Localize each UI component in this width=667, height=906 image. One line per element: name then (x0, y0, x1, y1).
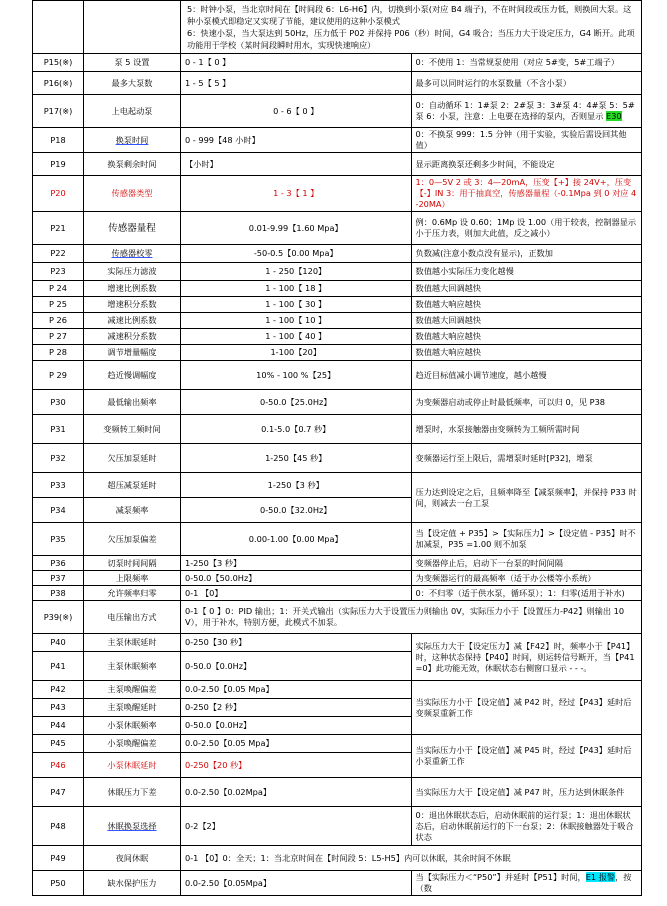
param-range: 0.0-2.50【0.05 Mpa】 (181, 681, 412, 699)
param-desc: 趋近目标值减小调节速度，越小越慢 (411, 361, 642, 390)
param-range: 0-50.0【0.0Hz】 (181, 652, 412, 681)
param-name: 主泵唤醒偏差 (84, 681, 181, 699)
param-code: P43 (33, 699, 84, 717)
param-range: 0.00-1.00【0.00 Mpa】 (181, 523, 412, 556)
param-desc: 数值越大响应越快 (411, 345, 642, 361)
table-row (33, 281, 642, 297)
param-range: 1-250【45 秒】 (181, 444, 412, 473)
table-row (33, 176, 642, 212)
param-desc: 数值越大响应越快 (411, 329, 642, 345)
param-name: 换泵时间 (84, 128, 181, 153)
table-row (33, 313, 642, 329)
param-code: P32 (33, 444, 84, 473)
param-code: P31 (33, 415, 84, 444)
param-name: 增速比例系数 (84, 281, 181, 297)
param-range: 0-2【2】 (181, 807, 412, 846)
param-range: 1-250【3 秒】 (181, 473, 412, 498)
param-code: P 26 (33, 313, 84, 329)
param-name: 上电起动泵 (84, 95, 181, 128)
param-desc: 0：不归零（适于供水泵，循环泵）；1：归零(适用于补水) (411, 586, 642, 601)
param-range: 0-50.0【25.0Hz】 (181, 390, 412, 415)
param-range: 1 - 250【120】 (181, 263, 412, 281)
param-desc: 为变频器运行的最高频率（适于办公楼等小系统） (411, 571, 642, 586)
param-name: 传感器类型 (84, 176, 181, 212)
param-desc: 当实际压力小于【设定值】减 P42 时，经过【P43】延时后变频泵重新工作 (411, 681, 642, 735)
param-code: P45 (33, 735, 84, 753)
param-desc: 变频器停止后，启动下一台泵的时间间隔 (411, 556, 642, 571)
table-row (33, 72, 642, 95)
param-desc: 当实际压力小于【设定值】减 P45 时，经过【P43】延时后小泵重新工作 (411, 735, 642, 778)
param-range: 0-1 【0】0：全天；1：当北京时间在【时间段 5：L5-H5】内可以休眠，其余时间不休眠 (181, 846, 642, 871)
param-desc: 为变频器启动或停止时最低频率，可以归 0，见 P38 (411, 390, 642, 415)
param-desc: 1：0—5V 2 或 3：4—20mA，压变【+】接 24V+，压变【-】IN 3：用于抽真空，传感器量程（-0.1Mpa 到 0 对应 4-20MA） (411, 176, 642, 212)
param-range: -50-0.5【0.00 Mpa】 (181, 245, 412, 263)
table-row (33, 444, 642, 473)
param-desc (411, 871, 642, 896)
param-code: P48 (33, 807, 84, 846)
param-name: 实际压力滤波 (84, 263, 181, 281)
param-name: 最低输出频率 (84, 390, 181, 415)
param-range: 1-100【20】 (181, 345, 412, 361)
param-range: 10% - 100 %【25】 (181, 361, 412, 390)
param-name: 泵 5 设置 (84, 54, 181, 72)
param-code: P40 (33, 634, 84, 652)
param-code: P47 (33, 778, 84, 807)
param-range: 1 - 5【 5 】 (181, 72, 412, 95)
param-range: 1 - 100【 30 】 (181, 297, 412, 313)
param-name: 上限频率 (84, 571, 181, 586)
param-name: 小泵休眠延时 (84, 753, 181, 778)
param-desc: 0：不换泵 999：1.5 分钟（用于实验，实验后需设回其他值） (411, 128, 642, 153)
param-range: 0-250【2 秒】 (181, 699, 412, 717)
note-line: 6：快速小泵，当大泵达到 50Hz，压力低于 P02 并保持 P06（秒）时间，G4 吸合；当压力大于设定压力，G4 断开。此项功能用于学校（某时间段瞬时用水，实现快速响应） (187, 28, 635, 50)
table-row (33, 807, 642, 846)
table-row (33, 345, 642, 361)
param-code: P 28 (33, 345, 84, 361)
param-name: 休眠压力下差 (84, 778, 181, 807)
param-range: 0.0-2.50【0.02Mpa】 (181, 778, 412, 807)
error-code-highlight: E30 (606, 111, 622, 121)
param-desc: 增泵时，水泵接触器由变频转为工频所需时间 (411, 415, 642, 444)
param-range: 0.0-2.50【0.05 Mpa】 (181, 735, 412, 753)
table-row (33, 128, 642, 153)
param-range: 0-1 【0】 (181, 586, 412, 601)
param-code: P34 (33, 498, 84, 523)
table-row (33, 54, 642, 72)
table-row (33, 245, 642, 263)
table-row (33, 586, 642, 601)
param-code: P35 (33, 523, 84, 556)
param-range: 【小时】 (181, 153, 412, 176)
table-row (33, 473, 642, 498)
param-range: 1 - 100【 10 】 (181, 313, 412, 329)
param-range: 0 - 1【 0 】 (181, 54, 412, 72)
param-code: P41 (33, 652, 84, 681)
param-range: 0.01-9.99【1.60 Mpa】 (181, 212, 412, 245)
param-desc: 数值越小实际压力变化越慢 (411, 263, 642, 281)
param-desc: 显示距离换泵还剩多少时间，不能设定 (411, 153, 642, 176)
param-code: P37 (33, 571, 84, 586)
param-code: P19 (33, 153, 84, 176)
param-code: P42 (33, 681, 84, 699)
param-name: 小泵休眠频率 (84, 717, 181, 735)
table-row (33, 523, 642, 556)
param-name: 超压减泵延时 (84, 473, 181, 498)
table-row (33, 390, 642, 415)
param-range: 1 - 100【 40 】 (181, 329, 412, 345)
param-desc (411, 95, 642, 128)
param-range: 1-250【3 秒】 (181, 556, 412, 571)
param-code: P16(※) (33, 72, 84, 95)
param-code: P33 (33, 473, 84, 498)
param-code: P21 (33, 212, 84, 245)
param-name: 主泵唤醒延时 (84, 699, 181, 717)
table-cell (84, 1, 181, 54)
param-name: 减速比例系数 (84, 313, 181, 329)
param-code: P 24 (33, 281, 84, 297)
param-desc: 数值越大响应越快 (411, 297, 642, 313)
param-desc: 0：退出休眠状态后，启动休眠前的运行泵；1：退出休眠状态后，启动休眠前运行的下一台泵；2：休眠接触器处于吸合状态 (411, 807, 642, 846)
param-desc: 变频器运行至上限后，需增泵时延时[P32]，增泵 (411, 444, 642, 473)
param-name: 换泵剩余时间 (84, 153, 181, 176)
param-range: 0-250【20 秒】 (181, 753, 412, 778)
param-name: 主泵休眠延时 (84, 634, 181, 652)
table-row (33, 153, 642, 176)
param-code: P36 (33, 556, 84, 571)
table-row (33, 735, 642, 753)
desc-text: 当【实际压力＜“P50”】并延时【P51】时间， (415, 872, 586, 882)
table-row (33, 571, 642, 586)
table-row (33, 601, 642, 634)
param-desc: 例：0.6Mp 设 0.60；1Mp 设 1.00（用于较表，控制器显示小于压力表，则加大此值，反之减小） (411, 212, 642, 245)
param-name: 减速积分系数 (84, 329, 181, 345)
param-range: 0-50.0【0.0Hz】 (181, 717, 412, 735)
table-row (33, 361, 642, 390)
param-name: 传感器量程 (84, 212, 181, 245)
param-code: P46 (33, 753, 84, 778)
table-row (33, 95, 642, 128)
param-desc: 数值越大回调越快 (411, 313, 642, 329)
param-name: 切泵时间间隔 (84, 556, 181, 571)
param-desc: 数值越大回调越快 (411, 281, 642, 297)
param-range: 0 - 6【 0 】 (181, 95, 412, 128)
param-code: P20 (33, 176, 84, 212)
param-name: 小泵唤醒偏差 (84, 735, 181, 753)
param-range: 0.1-5.0【0.7 秒】 (181, 415, 412, 444)
table-row (33, 329, 642, 345)
table-row (33, 846, 642, 871)
param-name: 主泵休眠频率 (84, 652, 181, 681)
table-row (33, 778, 642, 807)
desc-text: 0：自动循环 1：1#泵 2：2#泵 3：3#泵 4：4#泵 5：5#泵 6：小泵，注意：上电要在选择的泵内，否则显示 (415, 100, 635, 121)
table-row (33, 634, 642, 652)
param-range: 0-50.0【50.0Hz】 (181, 571, 412, 586)
param-name: 最多大泵数 (84, 72, 181, 95)
param-desc: 当实际压力大于【设定值】减 P47 时，压力达到休眠条件 (411, 778, 642, 807)
param-code: P38 (33, 586, 84, 601)
param-range: 0-1【 0 】0：PID 输出；1：开关式输出（实际压力大于设置压力则输出 0V，实际压力小于【设置压力-P42】则输出 10V），用于补水，特别方便，此模式不加泵。 (181, 601, 642, 634)
alarm-code-highlight: E1 报警 (585, 872, 616, 882)
param-range: 1 - 3【 1 】 (181, 176, 412, 212)
param-code: P39(※) (33, 601, 84, 634)
param-name: 电压输出方式 (84, 601, 181, 634)
param-name: 调节增量幅度 (84, 345, 181, 361)
param-range: 0.0-2.50【0.05Mpa】 (181, 871, 412, 896)
param-desc: 0：不使用 1：当常规泵使用（对应 5#变，5#工端子） (411, 54, 642, 72)
param-code: P22 (33, 245, 84, 263)
table-row (33, 212, 642, 245)
param-name: 增速积分系数 (84, 297, 181, 313)
param-code: P49 (33, 846, 84, 871)
param-code: P44 (33, 717, 84, 735)
table-row (33, 681, 642, 699)
param-name: 趋近慢调幅度 (84, 361, 181, 390)
param-code: P18 (33, 128, 84, 153)
table-row (33, 871, 642, 896)
param-desc: 压力达到设定之后，且频率降至【减泵频率】，并保持 P33 时间，则减去一台工泵 (411, 473, 642, 523)
table-row (33, 297, 642, 313)
param-name: 允许频率归零 (84, 586, 181, 601)
param-name: 夜间休眠 (84, 846, 181, 871)
desc-text: ，按（数 (415, 872, 632, 893)
table-cell (33, 1, 84, 54)
param-code: P30 (33, 390, 84, 415)
param-desc: 实际压力大于【设定压力】减【F42】时，频率小于【P41】时，这种状态保持【P40】时间，则运转信号断开，当【P41=0】此功能无效，休眠状态右侧窗口显示 - - -。 (411, 634, 642, 681)
param-range: 0-50.0【32.0Hz】 (181, 498, 412, 523)
param-code: P 27 (33, 329, 84, 345)
param-name: 欠压加泵偏差 (84, 523, 181, 556)
param-name: 传感器校零 (84, 245, 181, 263)
param-name: 减泵频率 (84, 498, 181, 523)
table-row (33, 415, 642, 444)
parameter-table (32, 0, 642, 896)
param-range: 1 - 100【 18 】 (181, 281, 412, 297)
param-name: 休眠换泵选择 (84, 807, 181, 846)
table-row (33, 263, 642, 281)
param-name: 缺水保护压力 (84, 871, 181, 896)
param-code: P 25 (33, 297, 84, 313)
param-range: 0 - 999【48 小时】 (181, 128, 412, 153)
param-desc: 最多可以同时运行的水泵数量（不含小泵） (411, 72, 642, 95)
param-code: P50 (33, 871, 84, 896)
param-name: 变频转工频时间 (84, 415, 181, 444)
parameter-document (32, 0, 642, 896)
param-code: P17(※) (33, 95, 84, 128)
param-desc: 当【设定值 + P35】>【实际压力】>【设定值 - P35】时不加减泵，P35 =1.00 则不加泵 (411, 523, 642, 556)
param-desc: 负数减(注意小数点没有显示)，正数加 (411, 245, 642, 263)
param-name: 欠压加泵延时 (84, 444, 181, 473)
table-row (33, 556, 642, 571)
param-code: P15(※) (33, 54, 84, 72)
param-code: P 29 (33, 361, 84, 390)
note-line: 5：时钟小泵，当北京时间在【时间段 6：L6-H6】内，切换到小泵(对应 B4 端子)，不在时间段或压力低，则换回大泵。这种小泵模式即稳定又实现了节能，建议使用的这种小泵模式 (187, 4, 632, 26)
param-code: P23 (33, 263, 84, 281)
mode-note-cell (181, 1, 642, 54)
param-range: 0-250【30 秒】 (181, 634, 412, 652)
